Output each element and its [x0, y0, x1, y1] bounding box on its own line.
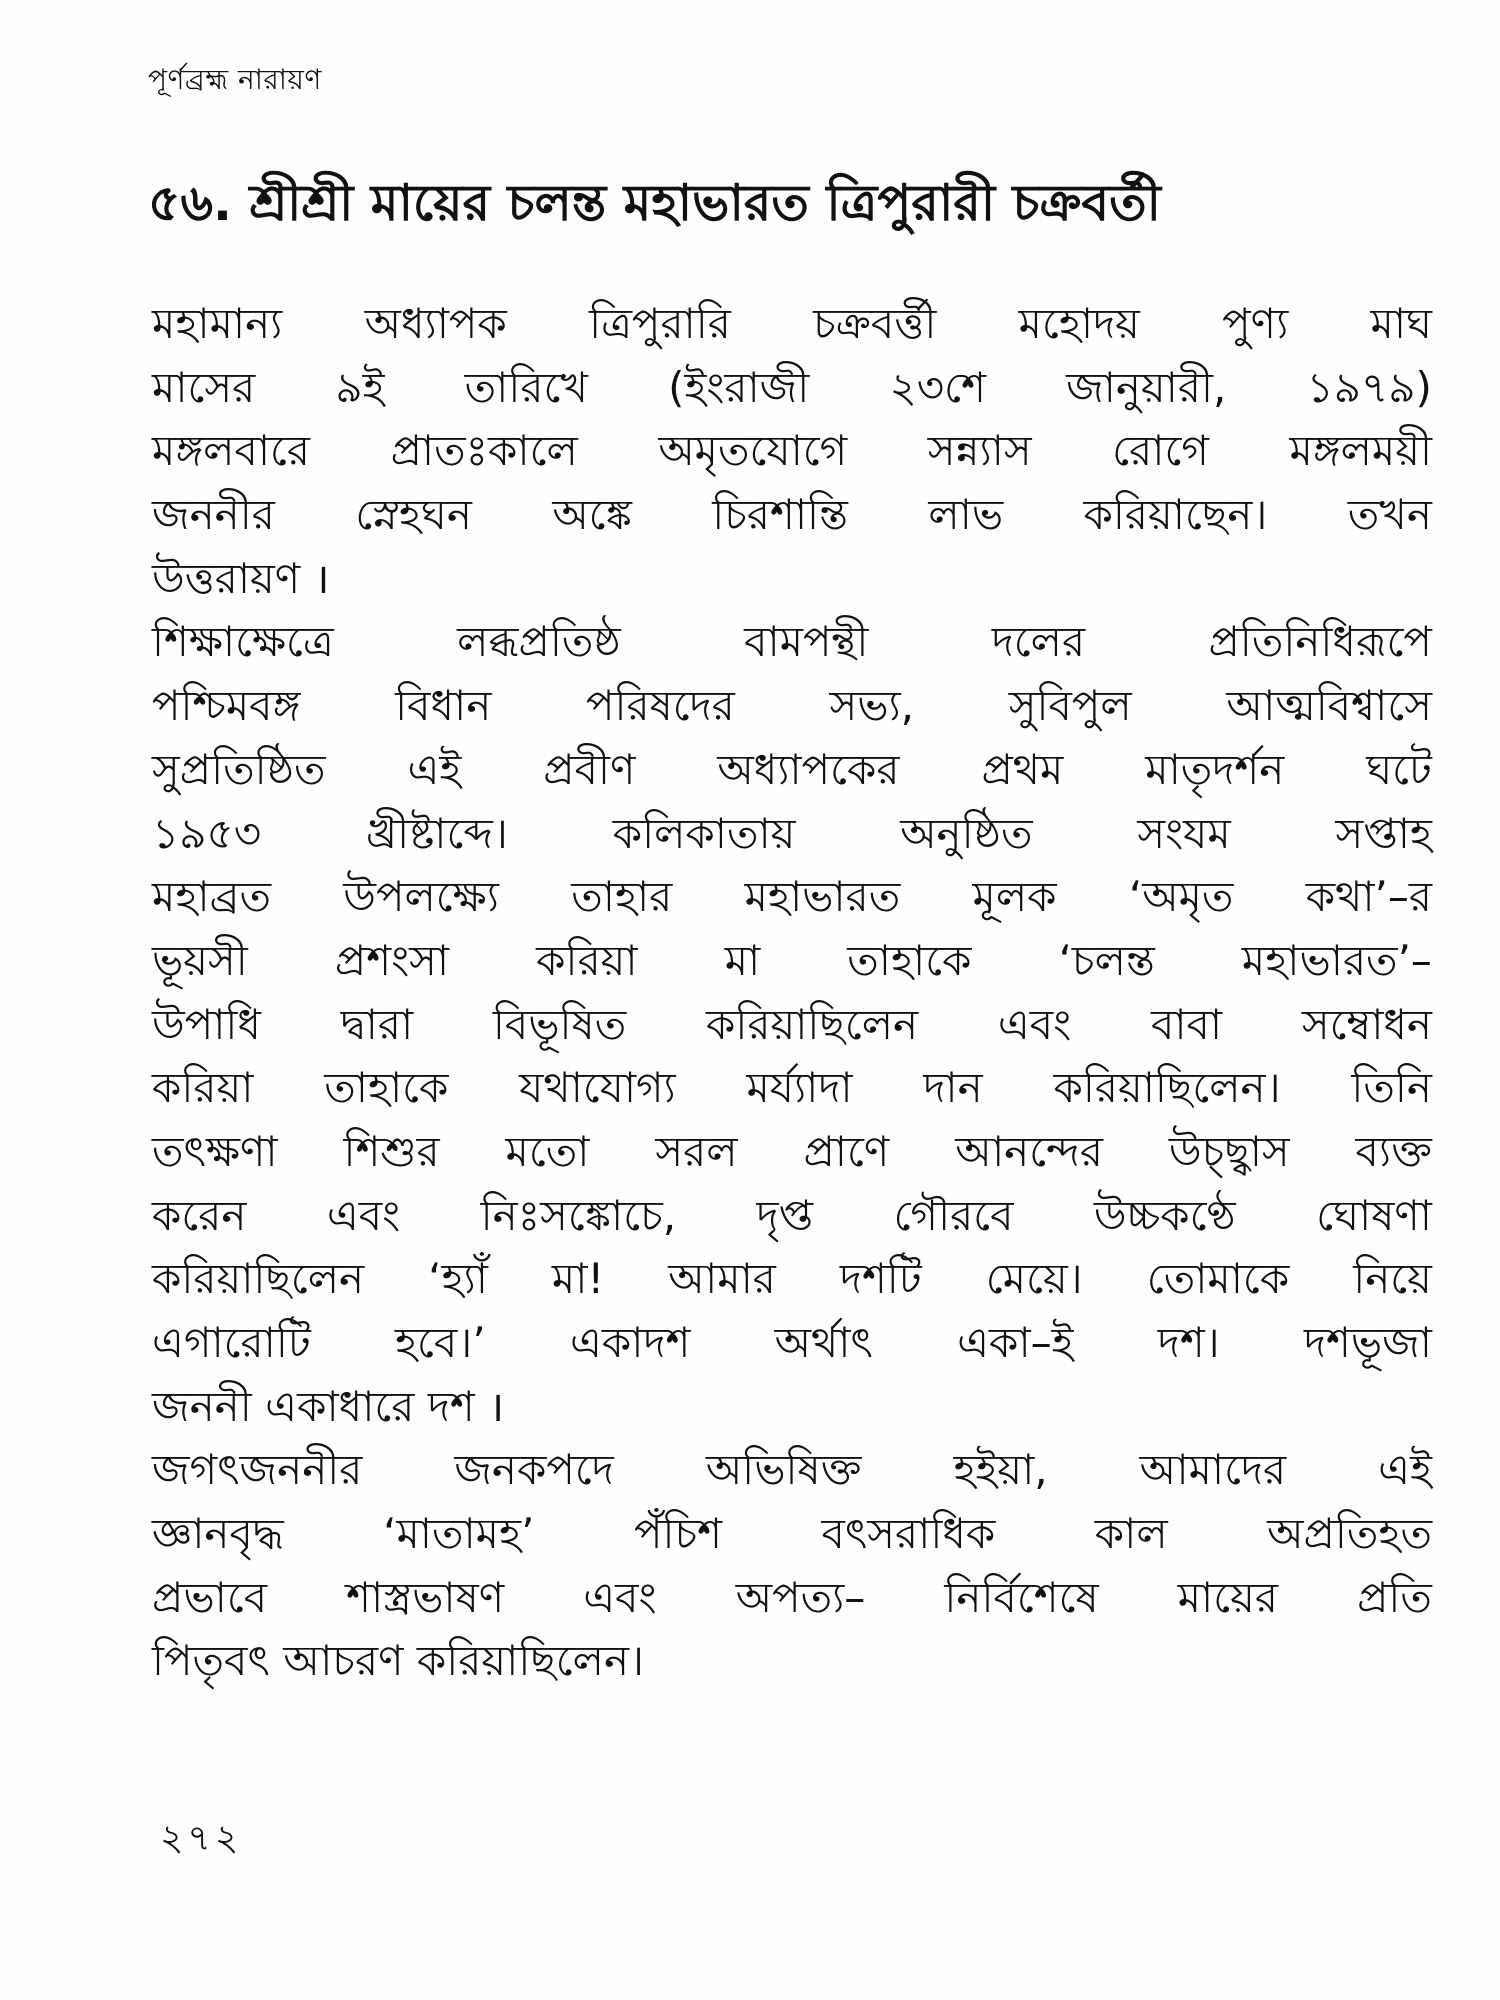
word: অপ্রতিহত — [1267, 1509, 1432, 1559]
word: আমার — [668, 1254, 776, 1304]
word: । — [488, 1381, 505, 1431]
word: দশভূজা — [1303, 1318, 1432, 1367]
running-head: পূর্ণব্রহ্ম নারায়ণ — [148, 63, 322, 96]
word: ব্যক্ত — [1355, 1126, 1432, 1176]
text-line — [152, 547, 1432, 611]
word: প্রাণে — [803, 1126, 890, 1176]
word: হইয়া, — [953, 1445, 1048, 1495]
text-line — [152, 356, 1432, 420]
word: লব্ধপ্রতিষ্ঠ — [457, 617, 621, 667]
word: রোগে — [1112, 426, 1209, 476]
word: মা! — [551, 1254, 605, 1304]
text-line — [152, 865, 1432, 929]
text-line — [152, 1120, 1432, 1184]
word: অপত্য– — [735, 1572, 866, 1622]
word: কলিকাতায় — [612, 808, 796, 858]
word: মহাব্রত — [152, 872, 271, 922]
word: বামপন্থী — [744, 617, 869, 667]
word: সভ্য, — [829, 681, 915, 731]
word: তারিখে — [464, 362, 588, 412]
word: মায়ের — [1177, 1572, 1278, 1622]
text-line — [152, 610, 1432, 674]
word: অর্থাৎ — [774, 1318, 873, 1367]
word: তখন — [1347, 490, 1432, 540]
word: মতো — [505, 1126, 590, 1176]
word: ১৯৭৯) — [1306, 362, 1432, 412]
word: করিয়াছিলেন। — [1053, 1063, 1281, 1113]
word: জানুয়ারী, — [1066, 362, 1227, 412]
text-line — [152, 292, 1432, 356]
text-line — [152, 1311, 1432, 1375]
word: সুবিপুল — [1008, 681, 1132, 731]
word: প্রথম — [981, 744, 1064, 794]
word: ‘অমৃত — [1128, 872, 1234, 922]
word: দান — [923, 1063, 983, 1113]
word: দ্বারা — [340, 999, 414, 1049]
word: তিনি — [1351, 1063, 1432, 1113]
word: (ইংরাজী — [668, 362, 810, 412]
word: বিভূষিত — [492, 999, 627, 1049]
word: মঙ্গলবারে — [152, 426, 311, 476]
word: ‘চলন্ত — [1058, 935, 1155, 985]
word: ঘোষণা — [1316, 1190, 1432, 1240]
word: প্রভাবে — [152, 1572, 268, 1622]
word: করিয়া — [152, 1063, 254, 1113]
word: মা — [724, 935, 761, 985]
text-line — [152, 1502, 1432, 1566]
word: ৯ই — [335, 362, 385, 412]
chapter-title: ৫৬. শ্রীশ্রী মায়ের চলন্ত মহাভারত ত্রিপুরারী চক্রবর্তী — [148, 174, 1161, 232]
word: চিরশান্তি — [712, 490, 848, 540]
word: মাঘ — [1370, 299, 1432, 348]
word: তোমাকে — [1146, 1254, 1290, 1304]
word: মেয়ে। — [985, 1254, 1083, 1304]
word: আচরণ — [283, 1636, 404, 1686]
word: প্রতিনিধিরূপে — [1208, 617, 1432, 667]
word: উপলক্ষ্যে — [343, 872, 499, 922]
word: তাহাকে — [847, 935, 972, 985]
word: উপাধি — [152, 999, 261, 1049]
word: সম্বোধন — [1301, 999, 1432, 1049]
body-text — [152, 292, 1432, 1693]
word: প্রাতঃকালে — [390, 426, 578, 476]
word: একা–ই — [957, 1318, 1074, 1367]
word: সুপ্রতিষ্ঠিত — [152, 744, 326, 794]
word: দৃপ্ত — [756, 1190, 814, 1240]
word: কথা’–র — [1305, 872, 1432, 922]
text-line — [152, 1629, 1432, 1693]
word: স্নেহঘন — [355, 490, 472, 540]
word: পঁচিশ — [633, 1509, 722, 1559]
text-line — [152, 1184, 1432, 1248]
word: মহামান্য — [152, 299, 283, 348]
word: মহাভারত’– — [1241, 935, 1432, 985]
word: এই — [407, 744, 462, 794]
word: এই — [1378, 1445, 1432, 1495]
word: পশ্চিমবঙ্গ — [152, 681, 301, 731]
word: উচ্চকণ্ঠে — [1093, 1190, 1236, 1240]
word: আমাদের — [1139, 1445, 1287, 1495]
word: যথাযোগ্য — [519, 1063, 676, 1113]
word: করিয়াছেন। — [1083, 490, 1268, 540]
word: ‘হ্যাঁ — [428, 1254, 488, 1304]
word: ২৩শে — [889, 362, 986, 412]
text-line — [152, 1247, 1432, 1311]
word: অমৃতযোগে — [658, 426, 848, 476]
word: উচ্ছ্বাস — [1168, 1126, 1290, 1176]
word: অভিষিক্ত — [705, 1445, 862, 1495]
word: উত্তরায়ণ — [152, 553, 301, 603]
text-line — [152, 483, 1432, 547]
word: শিশুর — [343, 1126, 440, 1176]
word: জননীর — [152, 490, 275, 540]
word: এবং — [583, 1572, 657, 1622]
word: নিয়ে — [1353, 1254, 1432, 1304]
word: মহাভারত — [744, 872, 901, 922]
word: সরল — [655, 1126, 738, 1176]
word: সপ্তাহ — [1335, 808, 1432, 858]
word: অধ্যাপক — [364, 299, 507, 348]
word: করিয়াছিলেন — [152, 1254, 365, 1304]
word: মর্য্যাদা — [746, 1063, 853, 1113]
text-line — [152, 1056, 1432, 1120]
text-line — [152, 1375, 1432, 1439]
word: করিয়া — [536, 935, 638, 985]
word: নির্বিশেষে — [944, 1572, 1099, 1622]
word: জ্ঞানবৃদ্ধ — [152, 1509, 284, 1559]
page-number: ২৭২ — [160, 1818, 243, 1859]
word: একাধারে — [265, 1381, 415, 1431]
text-line — [152, 929, 1432, 993]
word: তাহার — [571, 872, 673, 922]
word: এগারোটি — [152, 1318, 311, 1367]
word: খ্রীষ্টাব্দে। — [365, 808, 508, 858]
word: সংযম — [1137, 808, 1231, 858]
word: লাভ — [928, 490, 1004, 540]
text-line — [152, 674, 1432, 738]
word: প্রবীণ — [543, 744, 636, 794]
word: দশ — [427, 1381, 475, 1431]
word: হবে।’ — [394, 1318, 486, 1367]
text-line — [152, 1566, 1432, 1630]
word: মাতৃদর্শন — [1145, 744, 1285, 794]
word: ত্রিপুরারি — [589, 299, 731, 348]
word: আত্মবিশ্বাসে — [1226, 681, 1432, 731]
word: কাল — [1094, 1509, 1168, 1559]
word: প্রতি — [1357, 1572, 1432, 1622]
word: এবং — [326, 1190, 401, 1240]
word: করেন — [152, 1190, 247, 1240]
word: মূলক — [972, 872, 1057, 922]
word: করিয়াছিলেন — [705, 999, 919, 1049]
text-line — [152, 419, 1432, 483]
word: ভূয়সী — [152, 935, 248, 985]
word: পরিষদের — [585, 681, 735, 731]
text-line — [152, 738, 1432, 802]
word: মহোদয় — [1018, 299, 1140, 348]
word: শিক্ষাক্ষেত্রে — [152, 617, 334, 667]
word: । — [313, 553, 330, 603]
word: দলের — [991, 617, 1086, 667]
text-line — [152, 802, 1432, 866]
word: আনন্দের — [955, 1126, 1103, 1176]
text-line — [152, 1438, 1432, 1502]
word: অঙ্কে — [552, 490, 632, 540]
word: দশটি — [839, 1254, 922, 1304]
word: বিধান — [395, 681, 492, 731]
word: তাহাকে — [324, 1063, 449, 1113]
word: মাসের — [152, 362, 256, 412]
word: পিতৃবৎ — [152, 1636, 270, 1686]
word: পুণ্য — [1222, 299, 1289, 348]
word: জগৎজননীর — [152, 1445, 363, 1495]
word: চক্রবর্ত্তী — [813, 299, 937, 348]
word: গৌরবে — [893, 1190, 1014, 1240]
word: শাস্ত্রভাষণ — [346, 1572, 505, 1622]
word: একাদশ — [569, 1318, 691, 1367]
word: নিঃসঙ্কোচে, — [480, 1190, 677, 1240]
word: এবং — [997, 999, 1072, 1049]
paragraph — [152, 610, 1432, 1438]
word: প্রশংসা — [334, 935, 450, 985]
paragraph — [152, 292, 1432, 610]
word: জননী — [152, 1381, 252, 1431]
text-line — [152, 993, 1432, 1057]
word: ১৯৫৩ — [152, 808, 262, 858]
word: মঙ্গলময়ী — [1289, 426, 1432, 476]
word: অনুষ্ঠিত — [900, 808, 1033, 858]
word: করিয়াছিলেন। — [416, 1636, 645, 1686]
word: ঘটে — [1366, 744, 1432, 794]
word: বাবা — [1150, 999, 1223, 1049]
word: ‘মাতামহ’ — [383, 1509, 535, 1559]
word: জনকপদে — [454, 1445, 614, 1495]
word: দশ। — [1157, 1318, 1220, 1367]
paragraph — [152, 1438, 1432, 1693]
word: সন্ন্যাস — [927, 426, 1032, 476]
word: অধ্যাপকের — [717, 744, 900, 794]
word: তৎক্ষণা — [152, 1126, 278, 1176]
word: বৎসরাধিক — [821, 1509, 996, 1559]
